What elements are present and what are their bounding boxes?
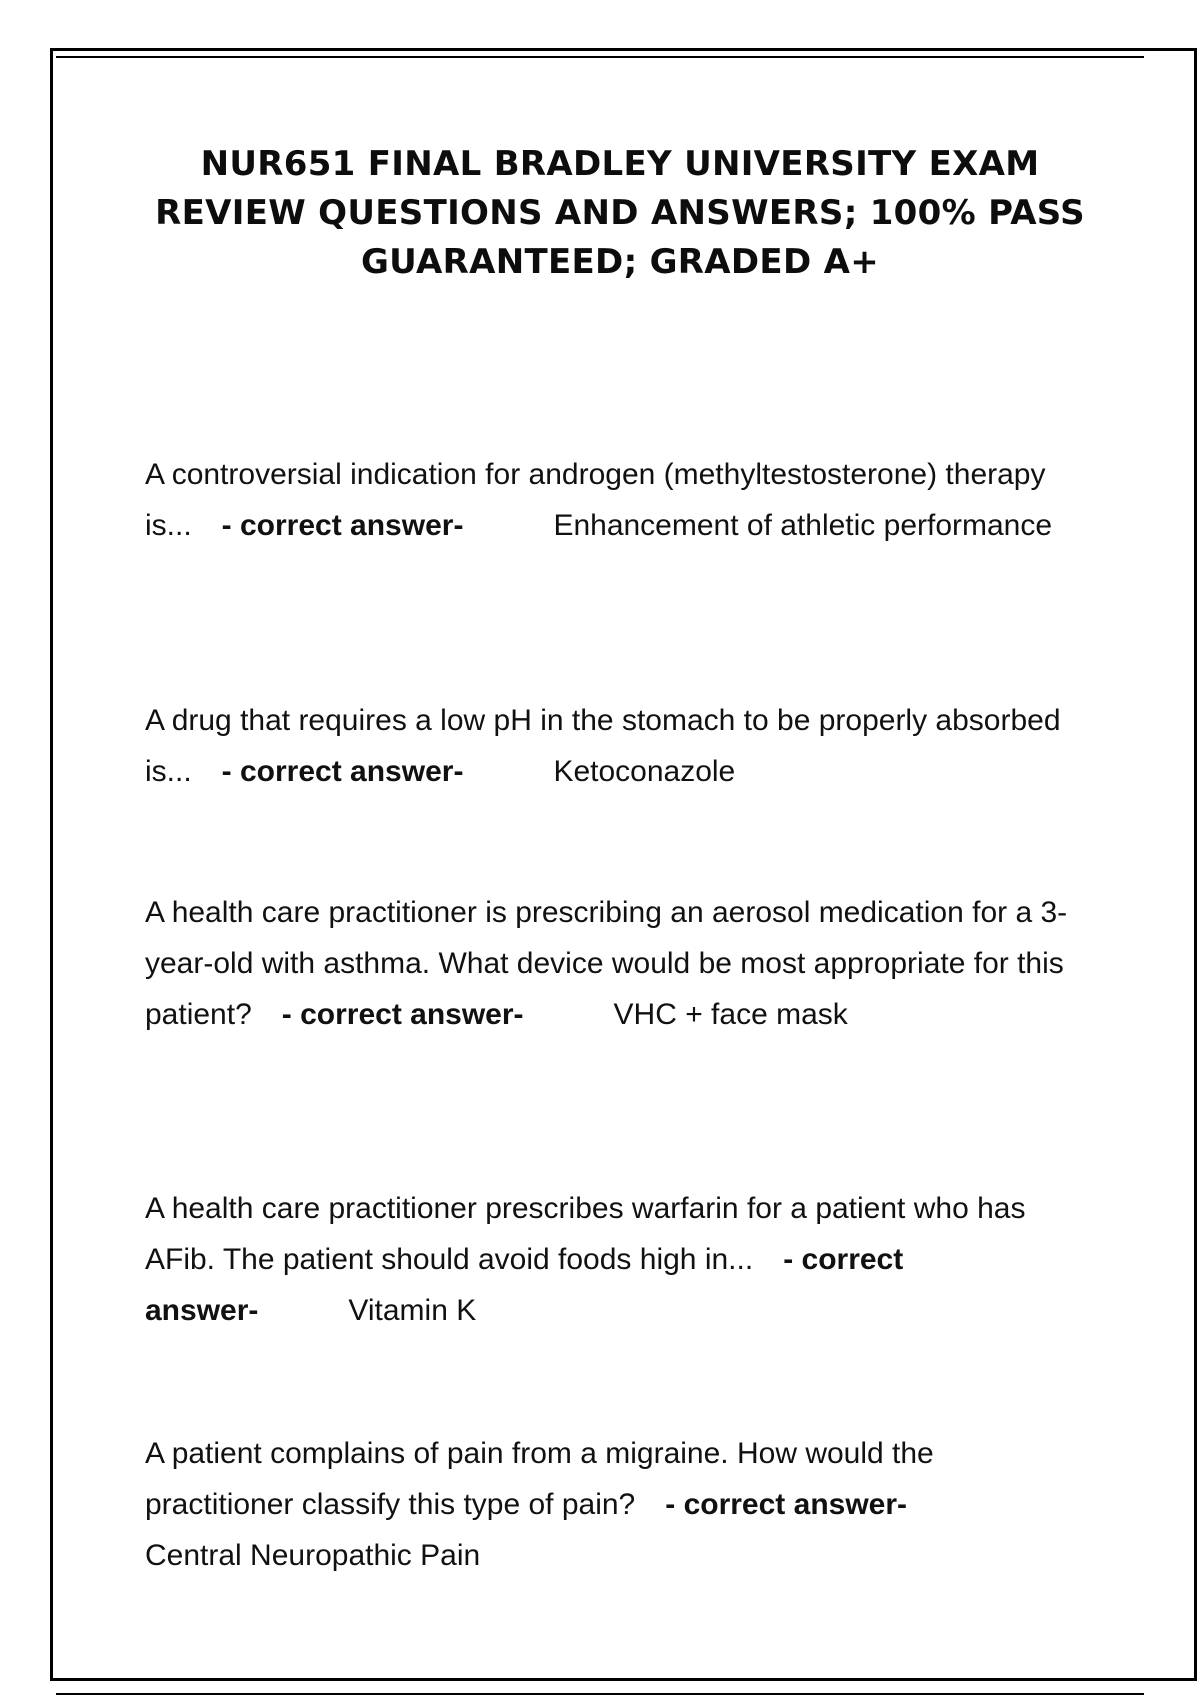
answer-text: VHC + face mask <box>613 998 848 1031</box>
answer-marker: - correct answer- <box>665 1488 908 1521</box>
answer-marker: - correct answer- <box>145 1243 904 1327</box>
question-text: A patient complains of pain from a migraine. How would the practitioner classify this type of pain? <box>145 1437 934 1521</box>
answer-text: Ketoconazole <box>553 755 736 788</box>
qa-item <box>145 1183 1085 1336</box>
question-text: A drug that requires a low pH in the stomach to be properly absorbed is... <box>145 704 1061 788</box>
document-title: NUR651 FINAL BRADLEY UNIVERSITY EXAM REVIEW QUESTIONS AND ANSWERS; 100% PASS GUARANTEED; GRADED A+ <box>155 144 1085 282</box>
bottom-rule <box>56 1693 1144 1695</box>
qa-item <box>145 695 1085 797</box>
answer-text: Central Neuropathic Pain <box>145 1539 481 1572</box>
answer-marker: - correct answer- <box>281 998 524 1031</box>
question-text: A health care practitioner is prescribing an aerosol medication for a 3-year-old with asthma. What device would be most appropriate for this patient? <box>145 896 1068 1031</box>
top-rule <box>56 56 1144 58</box>
question-text: A controversial indication for androgen (methyltestosterone) therapy is... <box>145 458 1046 542</box>
question-text: A health care practitioner prescribes warfarin for a patient who has AFib. The patient should avoid foods high in... <box>145 1192 1026 1276</box>
answer-marker: - correct answer- <box>221 509 464 542</box>
answer-marker: - correct answer- <box>221 755 464 788</box>
qa-item <box>145 1428 1085 1581</box>
qa-item <box>145 449 1085 551</box>
answer-text: Vitamin K <box>348 1294 477 1327</box>
qa-item <box>145 887 1085 1040</box>
answer-text: Enhancement of athletic performance <box>553 509 1053 542</box>
